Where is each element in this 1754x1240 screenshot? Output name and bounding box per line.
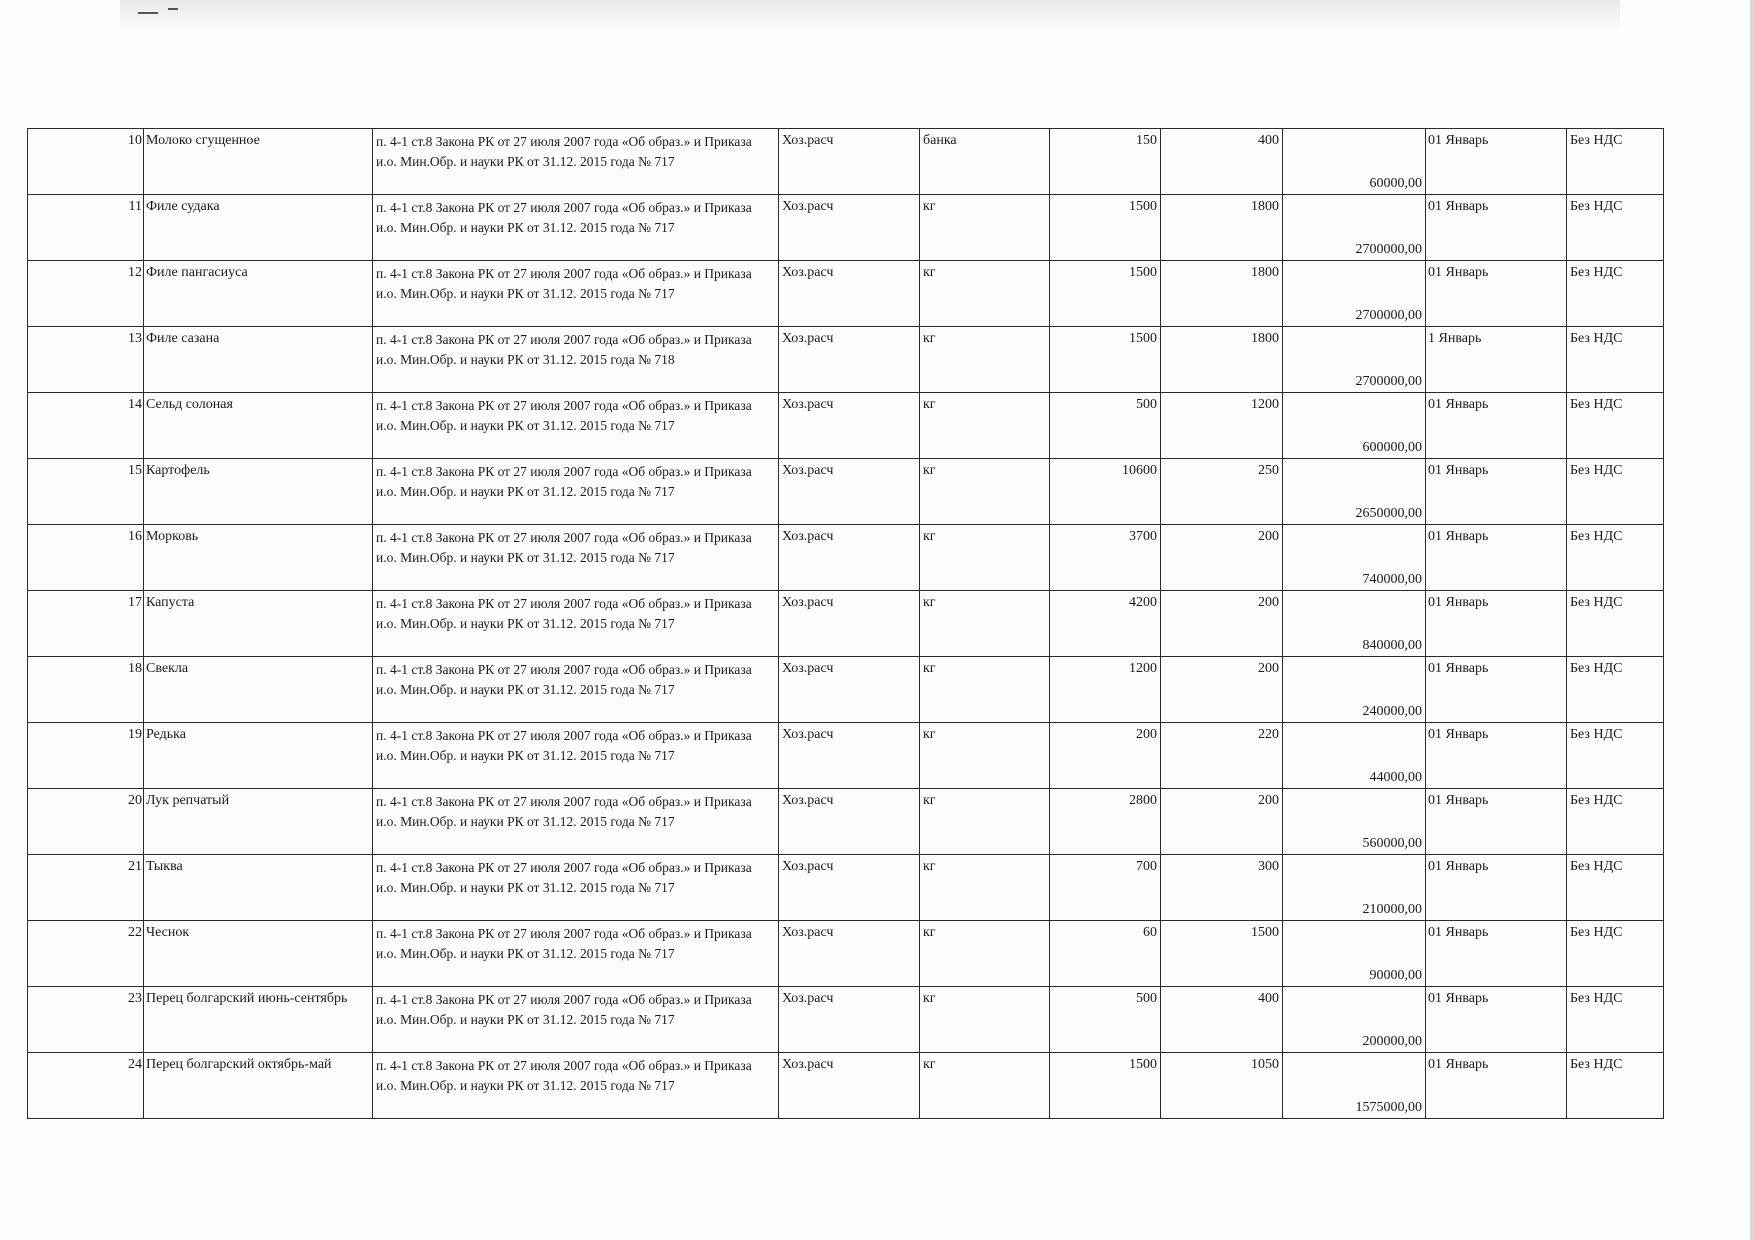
- row-number: 20: [28, 789, 144, 855]
- row-number: 19: [28, 723, 144, 789]
- legal-basis: п. 4-1 ст.8 Закона РК от 27 июля 2007 года «Об образ.» и Приказа и.о. Мин.Обр. и науки РК от 31.12. 2015 года № 717: [373, 921, 779, 987]
- vat-status: Без НДС: [1567, 789, 1664, 855]
- item-name: Тыква: [144, 855, 373, 921]
- row-number: 12: [28, 261, 144, 327]
- legal-basis: п. 4-1 ст.8 Закона РК от 27 июля 2007 года «Об образ.» и Приказа и.о. Мин.Обр. и науки РК от 31.12. 2015 года № 717: [373, 591, 779, 657]
- quantity: 4200: [1050, 591, 1161, 657]
- legal-basis: п. 4-1 ст.8 Закона РК от 27 июля 2007 года «Об образ.» и Приказа и.о. Мин.Обр. и науки РК от 31.12. 2015 года № 717: [373, 1053, 779, 1119]
- unit-of-measure: кг: [920, 1053, 1050, 1119]
- procurement-date: 01 Январь: [1426, 459, 1567, 525]
- financing-source: Хоз.расч: [779, 723, 920, 789]
- scan-artifact: [138, 12, 158, 14]
- total-amount: 210000,00: [1283, 855, 1426, 921]
- legal-basis: п. 4-1 ст.8 Закона РК от 27 июля 2007 года «Об образ.» и Приказа и.о. Мин.Обр. и науки РК от 31.12. 2015 года № 717: [373, 261, 779, 327]
- quantity: 60: [1050, 921, 1161, 987]
- scan-shadow: [120, 0, 1620, 30]
- procurement-date: 01 Январь: [1426, 195, 1567, 261]
- financing-source: Хоз.расч: [779, 591, 920, 657]
- table-row: [28, 657, 1664, 723]
- item-name: Картофель: [144, 459, 373, 525]
- unit-of-measure: кг: [920, 327, 1050, 393]
- vat-status: Без НДС: [1567, 327, 1664, 393]
- legal-basis: п. 4-1 ст.8 Закона РК от 27 июля 2007 года «Об образ.» и Приказа и.о. Мин.Обр. и науки РК от 31.12. 2015 года № 717: [373, 195, 779, 261]
- quantity: 500: [1050, 393, 1161, 459]
- total-amount: 90000,00: [1283, 921, 1426, 987]
- unit-of-measure: кг: [920, 195, 1050, 261]
- procurement-date: 01 Январь: [1426, 1053, 1567, 1119]
- legal-basis: п. 4-1 ст.8 Закона РК от 27 июля 2007 года «Об образ.» и Приказа и.о. Мин.Обр. и науки РК от 31.12. 2015 года № 717: [373, 789, 779, 855]
- quantity: 10600: [1050, 459, 1161, 525]
- row-number: 22: [28, 921, 144, 987]
- unit-price: 200: [1161, 525, 1283, 591]
- item-name: Сельд солоная: [144, 393, 373, 459]
- quantity: 1500: [1050, 261, 1161, 327]
- unit-price: 1200: [1161, 393, 1283, 459]
- procurement-date: 01 Январь: [1426, 129, 1567, 195]
- row-number: 10: [28, 129, 144, 195]
- item-name: Молоко сгущенное: [144, 129, 373, 195]
- total-amount: 200000,00: [1283, 987, 1426, 1053]
- unit-price: 1800: [1161, 195, 1283, 261]
- total-amount: 2700000,00: [1283, 261, 1426, 327]
- legal-basis: п. 4-1 ст.8 Закона РК от 27 июля 2007 года «Об образ.» и Приказа и.о. Мин.Обр. и науки РК от 31.12. 2015 года № 717: [373, 129, 779, 195]
- row-number: 16: [28, 525, 144, 591]
- unit-of-measure: кг: [920, 525, 1050, 591]
- item-name: Капуста: [144, 591, 373, 657]
- unit-price: 300: [1161, 855, 1283, 921]
- quantity: 1200: [1050, 657, 1161, 723]
- vat-status: Без НДС: [1567, 1053, 1664, 1119]
- unit-price: 250: [1161, 459, 1283, 525]
- total-amount: 44000,00: [1283, 723, 1426, 789]
- financing-source: Хоз.расч: [779, 525, 920, 591]
- unit-of-measure: кг: [920, 723, 1050, 789]
- table-row: [28, 525, 1664, 591]
- vat-status: Без НДС: [1567, 525, 1664, 591]
- legal-basis: п. 4-1 ст.8 Закона РК от 27 июля 2007 года «Об образ.» и Приказа и.о. Мин.Обр. и науки РК от 31.12. 2015 года № 717: [373, 855, 779, 921]
- procurement-date: 01 Январь: [1426, 261, 1567, 327]
- procurement-date: 01 Январь: [1426, 525, 1567, 591]
- row-number: 17: [28, 591, 144, 657]
- total-amount: 600000,00: [1283, 393, 1426, 459]
- table-row: [28, 1053, 1664, 1119]
- table-row: [28, 327, 1664, 393]
- total-amount: 1575000,00: [1283, 1053, 1426, 1119]
- vat-status: Без НДС: [1567, 195, 1664, 261]
- row-number: 18: [28, 657, 144, 723]
- procurement-date: 01 Январь: [1426, 921, 1567, 987]
- table-row: [28, 921, 1664, 987]
- unit-of-measure: кг: [920, 789, 1050, 855]
- financing-source: Хоз.расч: [779, 657, 920, 723]
- total-amount: 240000,00: [1283, 657, 1426, 723]
- unit-of-measure: кг: [920, 657, 1050, 723]
- vat-status: Без НДС: [1567, 591, 1664, 657]
- procurement-date: 01 Январь: [1426, 987, 1567, 1053]
- item-name: Перец болгарский октябрь-май: [144, 1053, 373, 1119]
- unit-price: 400: [1161, 987, 1283, 1053]
- table-row: [28, 855, 1664, 921]
- legal-basis: п. 4-1 ст.8 Закона РК от 27 июля 2007 года «Об образ.» и Приказа и.о. Мин.Обр. и науки РК от 31.12. 2015 года № 718: [373, 327, 779, 393]
- vat-status: Без НДС: [1567, 261, 1664, 327]
- unit-price: 220: [1161, 723, 1283, 789]
- legal-basis: п. 4-1 ст.8 Закона РК от 27 июля 2007 года «Об образ.» и Приказа и.о. Мин.Обр. и науки РК от 31.12. 2015 года № 717: [373, 723, 779, 789]
- quantity: 200: [1050, 723, 1161, 789]
- table-row: [28, 459, 1664, 525]
- item-name: Свекла: [144, 657, 373, 723]
- financing-source: Хоз.расч: [779, 195, 920, 261]
- vat-status: Без НДС: [1567, 921, 1664, 987]
- unit-of-measure: кг: [920, 393, 1050, 459]
- unit-of-measure: кг: [920, 855, 1050, 921]
- unit-of-measure: кг: [920, 261, 1050, 327]
- unit-of-measure: кг: [920, 921, 1050, 987]
- row-number: 21: [28, 855, 144, 921]
- quantity: 700: [1050, 855, 1161, 921]
- procurement-plan-table: [27, 128, 1664, 1119]
- vat-status: Без НДС: [1567, 987, 1664, 1053]
- row-number: 11: [28, 195, 144, 261]
- financing-source: Хоз.расч: [779, 129, 920, 195]
- procurement-date: 01 Январь: [1426, 789, 1567, 855]
- total-amount: 560000,00: [1283, 789, 1426, 855]
- table-body: [28, 129, 1664, 1119]
- vat-status: Без НДС: [1567, 393, 1664, 459]
- table-row: [28, 393, 1664, 459]
- row-number: 15: [28, 459, 144, 525]
- procurement-date: 01 Январь: [1426, 855, 1567, 921]
- quantity: 1500: [1050, 195, 1161, 261]
- total-amount: 2650000,00: [1283, 459, 1426, 525]
- financing-source: Хоз.расч: [779, 987, 920, 1053]
- scan-artifact: [168, 8, 178, 10]
- unit-of-measure: кг: [920, 987, 1050, 1053]
- quantity: 1500: [1050, 327, 1161, 393]
- procurement-date: 01 Январь: [1426, 657, 1567, 723]
- total-amount: 840000,00: [1283, 591, 1426, 657]
- item-name: Перец болгарский июнь-сентябрь: [144, 987, 373, 1053]
- financing-source: Хоз.расч: [779, 327, 920, 393]
- quantity: 1500: [1050, 1053, 1161, 1119]
- financing-source: Хоз.расч: [779, 459, 920, 525]
- vat-status: Без НДС: [1567, 129, 1664, 195]
- financing-source: Хоз.расч: [779, 921, 920, 987]
- financing-source: Хоз.расч: [779, 855, 920, 921]
- total-amount: 2700000,00: [1283, 327, 1426, 393]
- quantity: 3700: [1050, 525, 1161, 591]
- unit-of-measure: банка: [920, 129, 1050, 195]
- financing-source: Хоз.расч: [779, 789, 920, 855]
- legal-basis: п. 4-1 ст.8 Закона РК от 27 июля 2007 года «Об образ.» и Приказа и.о. Мин.Обр. и науки РК от 31.12. 2015 года № 717: [373, 657, 779, 723]
- legal-basis: п. 4-1 ст.8 Закона РК от 27 июля 2007 года «Об образ.» и Приказа и.о. Мин.Обр. и науки РК от 31.12. 2015 года № 717: [373, 459, 779, 525]
- item-name: Чеснок: [144, 921, 373, 987]
- quantity: 2800: [1050, 789, 1161, 855]
- table-row: [28, 789, 1664, 855]
- unit-price: 400: [1161, 129, 1283, 195]
- row-number: 23: [28, 987, 144, 1053]
- table-row: [28, 261, 1664, 327]
- procurement-date: 01 Январь: [1426, 591, 1567, 657]
- row-number: 14: [28, 393, 144, 459]
- legal-basis: п. 4-1 ст.8 Закона РК от 27 июля 2007 года «Об образ.» и Приказа и.о. Мин.Обр. и науки РК от 31.12. 2015 года № 717: [373, 393, 779, 459]
- unit-price: 1500: [1161, 921, 1283, 987]
- procurement-date: 01 Январь: [1426, 393, 1567, 459]
- quantity: 500: [1050, 987, 1161, 1053]
- unit-price: 200: [1161, 657, 1283, 723]
- unit-price: 200: [1161, 789, 1283, 855]
- vat-status: Без НДС: [1567, 657, 1664, 723]
- vat-status: Без НДС: [1567, 459, 1664, 525]
- vat-status: Без НДС: [1567, 723, 1664, 789]
- unit-of-measure: кг: [920, 591, 1050, 657]
- unit-price: 200: [1161, 591, 1283, 657]
- legal-basis: п. 4-1 ст.8 Закона РК от 27 июля 2007 года «Об образ.» и Приказа и.о. Мин.Обр. и науки РК от 31.12. 2015 года № 717: [373, 987, 779, 1053]
- financing-source: Хоз.расч: [779, 261, 920, 327]
- page-edge-shadow: [1750, 0, 1754, 1240]
- financing-source: Хоз.расч: [779, 393, 920, 459]
- item-name: Морковь: [144, 525, 373, 591]
- quantity: 150: [1050, 129, 1161, 195]
- total-amount: 60000,00: [1283, 129, 1426, 195]
- item-name: Редька: [144, 723, 373, 789]
- table-row: [28, 129, 1664, 195]
- legal-basis: п. 4-1 ст.8 Закона РК от 27 июля 2007 года «Об образ.» и Приказа и.о. Мин.Обр. и науки РК от 31.12. 2015 года № 717: [373, 525, 779, 591]
- unit-price: 1800: [1161, 327, 1283, 393]
- unit-of-measure: кг: [920, 459, 1050, 525]
- unit-price: 1800: [1161, 261, 1283, 327]
- table-row: [28, 987, 1664, 1053]
- item-name: Филе сазана: [144, 327, 373, 393]
- total-amount: 740000,00: [1283, 525, 1426, 591]
- row-number: 24: [28, 1053, 144, 1119]
- procurement-date: 01 Январь: [1426, 723, 1567, 789]
- total-amount: 2700000,00: [1283, 195, 1426, 261]
- financing-source: Хоз.расч: [779, 1053, 920, 1119]
- table-row: [28, 591, 1664, 657]
- item-name: Филе судака: [144, 195, 373, 261]
- vat-status: Без НДС: [1567, 855, 1664, 921]
- unit-price: 1050: [1161, 1053, 1283, 1119]
- row-number: 13: [28, 327, 144, 393]
- table-row: [28, 195, 1664, 261]
- item-name: Лук репчатый: [144, 789, 373, 855]
- item-name: Филе пангасиуса: [144, 261, 373, 327]
- procurement-date: 1 Январь: [1426, 327, 1567, 393]
- table-row: [28, 723, 1664, 789]
